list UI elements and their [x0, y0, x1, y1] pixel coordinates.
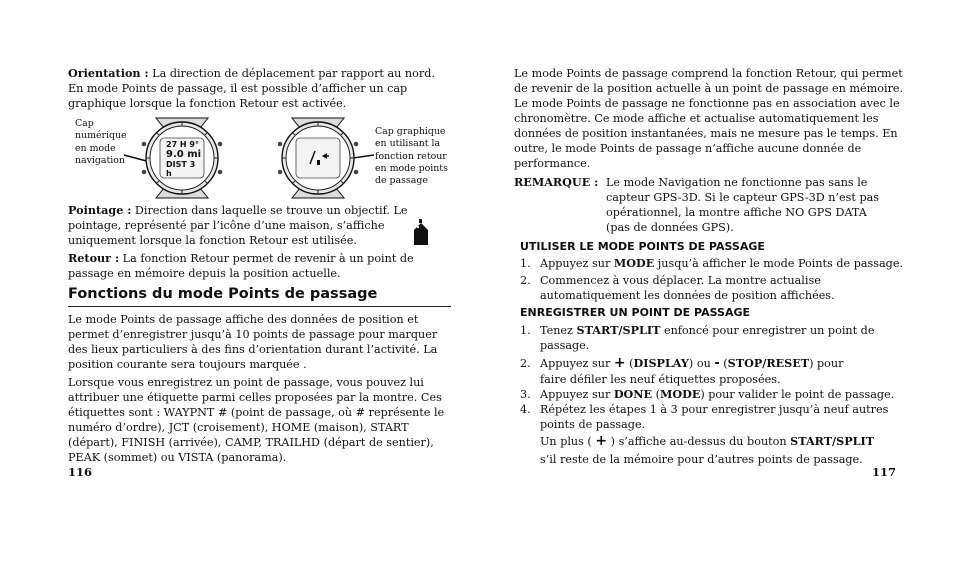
pointage-text-1: Direction dans laquelle se trouve un objectif. Le — [131, 204, 408, 217]
step-text-part: ) ou — [688, 357, 715, 370]
step-number: 2. — [520, 274, 531, 287]
heading-rule — [68, 306, 451, 307]
watch-display-line: 9.0 mi — [166, 149, 202, 160]
caption-right-line: en mode points — [375, 162, 448, 174]
orientation-line-1 — [68, 66, 435, 81]
step-number: 1. — [520, 257, 531, 270]
caption-left-line: Cap — [75, 118, 94, 129]
step-line: points de passage. — [540, 418, 646, 431]
home-icon — [413, 219, 429, 245]
step-number: 3. — [520, 388, 531, 401]
watch-graphic-heading-illustration — [278, 115, 374, 201]
step-text — [540, 402, 888, 432]
step-line: Commencez à vous déplacer. La montre actualise — [540, 274, 821, 287]
retour-line-2: passage en mémoire depuis la position actuelle. — [68, 267, 341, 280]
subheading-use-mode: UTILISER LE MODE POINTS DE PASSAGE — [520, 240, 765, 253]
remarque-line: capteur GPS-3D. Si le capteur GPS-3D n’est pas — [606, 191, 880, 204]
paragraph-line: données de position instantanées, mais ne mesure pas le temps. En — [514, 127, 898, 140]
paragraph-labels — [68, 375, 444, 465]
step-text — [540, 273, 835, 303]
remarque-line: Le mode Navigation ne fonctionne pas sans le — [606, 176, 868, 189]
paragraph-line: performance. — [514, 157, 591, 170]
step-text-part: enfoncé pour enregistrer un point de — [660, 324, 875, 337]
caption-right-line: Cap graphique — [375, 126, 446, 137]
remarque-line: (pas de données GPS). — [606, 221, 734, 234]
orientation-line-3: graphique lorsque la fonction Retour est activée. — [68, 97, 347, 110]
watch-display-line: 27 H 9° — [166, 140, 199, 149]
step-text-part: Appuyez sur — [540, 357, 614, 370]
section-heading: Fonctions du mode Points de passage — [68, 286, 378, 302]
paragraph-line: numéro d’ordre), JCT (croisement), HOME (maison), START — [68, 421, 409, 434]
paragraph-line: (départ), FINISH (arrivée), CAMP, TRAILHD (départ de sentier), — [68, 436, 434, 449]
step-line: faire défiler les neuf étiquettes proposées. — [540, 373, 781, 386]
paragraph-line: chronomètre. Ce mode affiche et actualise automatiquement les — [514, 112, 879, 125]
step-text-part: jusqu’à afficher le mode Points de passage. — [654, 257, 904, 270]
step-text-part: Appuyez sur — [540, 388, 614, 401]
paragraph-line: permet d’enregistrer jusqu’à 10 points de passage pour marquer — [68, 328, 438, 341]
paragraph-right-intro — [514, 66, 903, 171]
caption-left-line: numérique — [75, 130, 127, 142]
watch-display-line: DIST 3 h — [166, 160, 196, 178]
orientation-line-2: En mode Points de passage, il est possible d’afficher un cap — [68, 82, 408, 95]
step-text-part: Tenez — [540, 324, 577, 337]
paragraph-line: des lieux particuliers à des fins d’orientation durant l’activité. La — [68, 343, 438, 356]
step-number: 4. — [520, 403, 531, 416]
step-text-part: ) pour valider le point de passage. — [700, 388, 895, 401]
remarque-line: opérationnel, la montre affiche NO GPS DATA — [606, 206, 867, 219]
button-name-stop-reset: STOP/RESET — [727, 356, 810, 370]
caption-right-line: fonction retour — [375, 150, 447, 162]
note-text-part: Un plus ( — [540, 435, 596, 448]
step-text-part: Appuyez sur — [540, 257, 614, 270]
button-name-start-split: START/SPLIT — [790, 434, 875, 448]
orientation-term: Orientation : — [68, 66, 149, 80]
button-name-mode: MODE — [659, 387, 701, 401]
paragraph-line: attribuer une étiquette parmi celles proposées par la montre. Ces — [68, 391, 442, 404]
retour-term: Retour : — [68, 251, 120, 265]
step-line: automatiquement les données de position affichées. — [540, 289, 835, 302]
paragraph-line: Le mode Points de passage affiche des données de position et — [68, 313, 419, 326]
pointage-line-2: pointage, représenté par l’icône d’une maison, s’affiche — [68, 219, 385, 232]
remarque-text — [606, 175, 879, 235]
step-text-part: ( — [719, 357, 728, 370]
step-text — [540, 387, 894, 402]
watch-digital-display — [166, 140, 202, 178]
button-name-mode: MODE — [613, 256, 655, 270]
caption-right-line: de passage — [375, 175, 428, 187]
caption-left-line: en mode — [75, 142, 116, 154]
pointage-line-3: uniquement lorsque la fonction Retour est utilisée. — [68, 234, 357, 247]
step-text — [540, 323, 874, 338]
step-line: passage. — [540, 339, 590, 352]
plus-icon: + — [595, 433, 608, 449]
caption-graphic-heading — [375, 126, 448, 187]
paragraph-line: Lorsque vous enregistrez un point de passage, vous pouvez lui — [68, 376, 424, 389]
pointage-term: Pointage : — [68, 203, 132, 217]
step-line: Répétez les étapes 1 à 3 pour enregistrer jusqu’à neuf autres — [540, 403, 889, 416]
paragraph-line: étiquettes sont : WAYPNT # (point de passage, où # représente le — [68, 406, 445, 419]
paragraph-line: PEAK (sommet) ou VISTA (panorama). — [68, 451, 287, 464]
step-number: 2. — [520, 357, 531, 370]
step-text-part: ( — [625, 357, 634, 370]
caption-right-line: en utilisant la — [375, 138, 441, 150]
retour-text-1: La fonction Retour permet de revenir à un point de — [119, 252, 414, 265]
step-text — [540, 356, 843, 371]
subheading-save-waypoint: ENREGISTRER UN POINT DE PASSAGE — [520, 306, 750, 319]
button-name-done: DONE — [613, 387, 653, 401]
step-text-part: ) pour — [809, 357, 844, 370]
orientation-text-1: La direction de déplacement par rapport au nord. — [148, 67, 435, 80]
caption-digital-heading — [75, 118, 127, 167]
plus-icon: + — [613, 355, 626, 371]
pointage-line-1 — [68, 203, 408, 218]
note-line-2: s’il reste de la mémoire pour d’autres points de passage. — [540, 453, 863, 466]
minus-icon: - — [714, 356, 720, 371]
paragraph-waypoints-intro — [68, 312, 437, 372]
page-number-left: 116 — [68, 465, 93, 479]
note-line-1 — [540, 434, 874, 449]
paragraph-line: de revenir de la position actuelle à un point de passage en mémoire. — [514, 82, 904, 95]
paragraph-line: Le mode Points de passage ne fonctionne pas en association avec le — [514, 97, 900, 110]
paragraph-line: Le mode Points de passage comprend la fonction Retour, qui permet — [514, 67, 903, 80]
step-text — [540, 256, 903, 271]
page-number-right: 117 — [872, 465, 897, 479]
step-number: 1. — [520, 324, 531, 337]
paragraph-line: position courante sera toujours marquée . — [68, 358, 307, 371]
button-name-display: DISPLAY — [633, 356, 689, 370]
remarque-term: REMARQUE : — [514, 175, 599, 189]
retour-line-1 — [68, 251, 414, 266]
paragraph-line: outre, le mode Points de passage n’affiche aucune donnée de — [514, 142, 862, 155]
note-text-part: ) s’affiche au-dessus du bouton — [607, 435, 791, 448]
step-text-part: ( — [652, 388, 660, 401]
caption-left-line: navigation — [75, 154, 125, 166]
button-name-start-split: START/SPLIT — [576, 323, 661, 337]
